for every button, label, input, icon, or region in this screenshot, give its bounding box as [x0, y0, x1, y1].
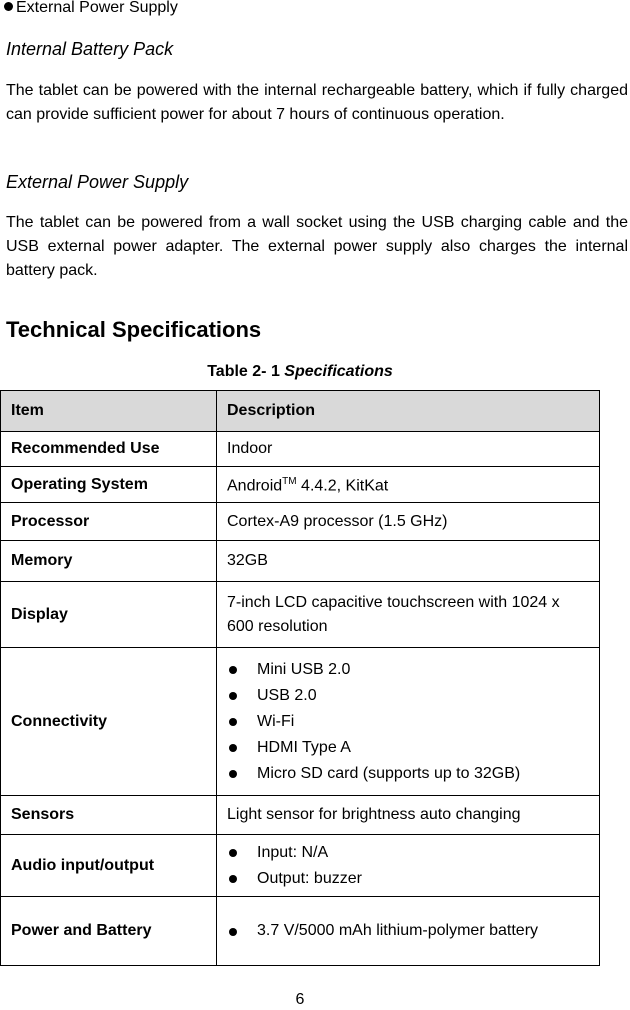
row-item: Connectivity [1, 648, 217, 796]
table-caption [0, 361, 600, 383]
page-number: 6 [295, 991, 305, 1008]
row-item: Memory [1, 541, 217, 582]
technical-specifications-heading: Technical Specifications [6, 317, 262, 342]
table-caption-prefix: Table 2- 1 [207, 363, 280, 380]
external-power-heading: External Power Supply [6, 172, 189, 192]
external-power-paragraph: The tablet can be powered from a wall socket using the USB charging cable and the USB external power adapter. The external power supply also charges the internal battery pack. [6, 214, 628, 279]
row-description: Light sensor for brightness auto changing [217, 796, 600, 835]
connectivity-list [227, 657, 589, 787]
list-item: Mini USB 2.0 [227, 657, 589, 683]
table-row [1, 648, 600, 796]
column-header-description: Description [217, 391, 600, 432]
list-item: Micro SD card (supports up to 32GB) [227, 761, 589, 787]
audio-list [227, 840, 589, 892]
internal-battery-heading: Internal Battery Pack [6, 39, 174, 59]
table-row [1, 897, 600, 966]
row-description [217, 648, 600, 796]
list-item: Input: N/A [227, 840, 589, 866]
row-item: Display [1, 582, 217, 648]
trademark-mark: TM [282, 476, 297, 488]
list-item: 3.7 V/5000 mAh lithium-polymer battery [227, 919, 589, 943]
row-item: Power and Battery [1, 897, 217, 966]
table-row [1, 835, 600, 897]
bullet-dot-icon [4, 2, 13, 11]
row-description [217, 897, 600, 966]
row-description [217, 467, 600, 503]
row-item: Sensors [1, 796, 217, 835]
row-item: Recommended Use [1, 432, 217, 467]
table-row [1, 432, 600, 467]
list-item: Wi-Fi [227, 709, 589, 735]
list-item: USB 2.0 [227, 683, 589, 709]
list-item: HDMI Type A [227, 735, 589, 761]
table-row [1, 796, 600, 835]
row-item: Audio input/output [1, 835, 217, 897]
row-item: Processor [1, 503, 217, 541]
table-row [1, 467, 600, 503]
row-description [217, 835, 600, 897]
table-row [1, 503, 600, 541]
row-description: 32GB [217, 541, 600, 582]
os-name: Android [227, 477, 283, 495]
table-header-row [1, 391, 600, 432]
column-header-item: Item [1, 391, 217, 432]
power-list [227, 919, 589, 943]
internal-battery-paragraph: The tablet can be powered with the internal rechargeable battery, which if fully charged can provide sufficient power for about 7 hours of continuous operation. [6, 82, 628, 123]
table-row [1, 582, 600, 648]
row-description: 7-inch LCD capacitive touchscreen with 1024 x 600 resolution [217, 582, 600, 648]
bullet-line [4, 0, 178, 18]
bullet-text: External Power Supply [16, 0, 178, 16]
table-row [1, 541, 600, 582]
table-caption-title: Specifications [284, 363, 393, 380]
row-description: Cortex-A9 processor (1.5 GHz) [217, 503, 600, 541]
os-version: 4.4.2, KitKat [296, 477, 389, 495]
row-item: Operating System [1, 467, 217, 503]
list-item: Output: buzzer [227, 866, 589, 892]
row-description: Indoor [217, 432, 600, 467]
specifications-table [0, 390, 600, 966]
